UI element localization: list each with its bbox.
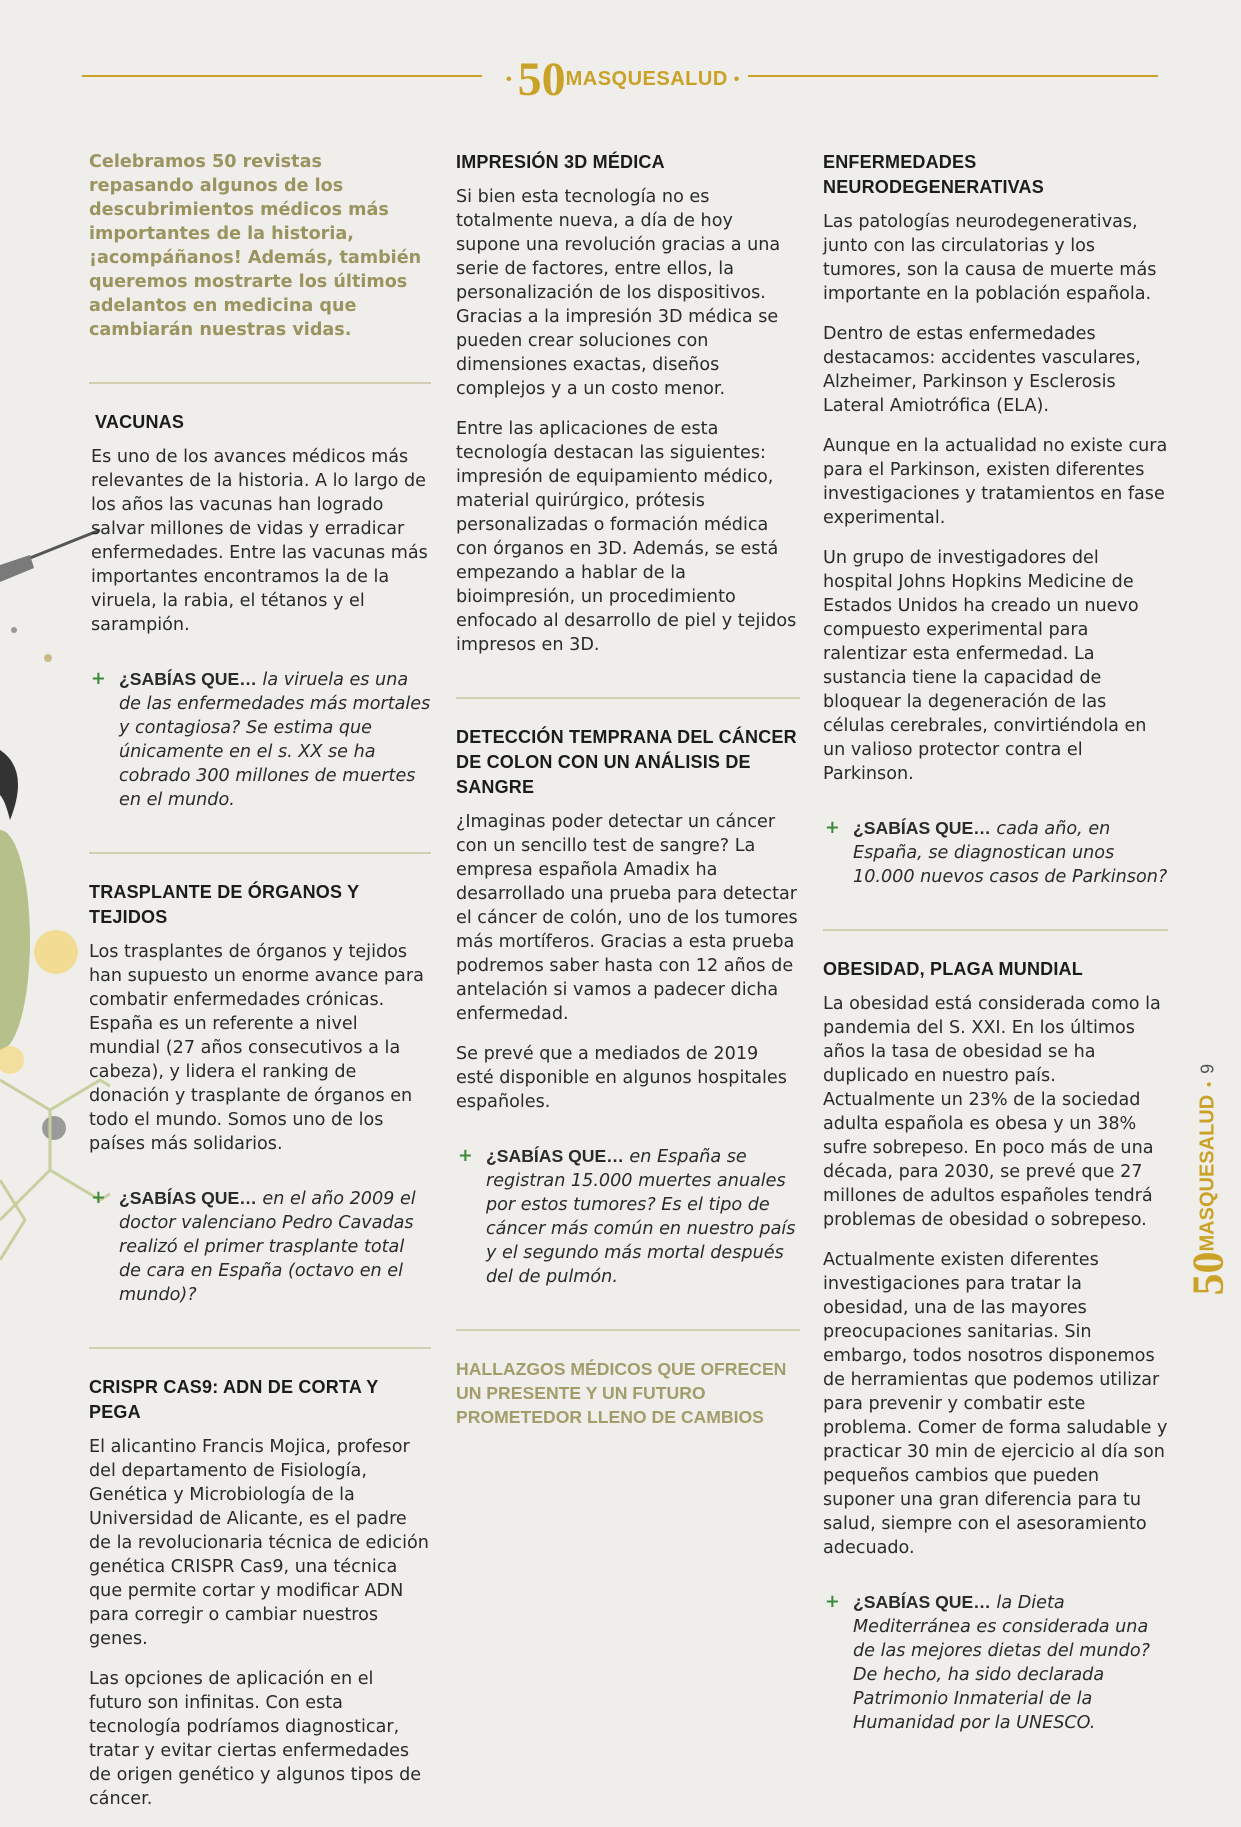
- trasplante-text: Los trasplantes de órganos y tejidos han supuesto un enorme avance para combatir enfermedades crónicas. España es un referente a nivel mundial (27 años consecutivos a la cabeza), y lidera el ranking de donación y trasplante de órganos en todo el mundo. Somos uno de los países más solidarios.: [89, 942, 424, 1154]
- sidebar-brand-text: [1183, 1056, 1234, 1296]
- divider: [456, 697, 800, 699]
- tip-lead: ¿SABÍAS QUE…: [853, 1592, 991, 1612]
- deteccion-text-1: ¿Imaginas poder detectar un cáncer con un sencillo test de sangre? La empresa española Amadix ha desarrollado una prueba para detectar el cáncer de colón, uno de los tumores más mortíferos. Gracias a esta prueba podremos saber hasta con 12 años de antelación si vamos a padecer dicha enfermedad.: [456, 812, 798, 1024]
- column-3: [823, 150, 1168, 1735]
- vacunas-tip: [89, 667, 431, 812]
- neuro-text-1: Las patologías neurodegenerativas, junto con las circulatorias y los tumores, son la causa de muerte más importante en la población española.: [823, 212, 1157, 304]
- divider: [456, 1329, 800, 1331]
- tip-text: cada año, en España, se diagnostican unos 10.000 nuevos casos de Parkinson?: [853, 819, 1168, 887]
- neuro-text-4: Un grupo de investigadores del hospital Johns Hopkins Medicine de Estados Unidos ha creado un nuevo compuesto experimental para ralentizar esta enfermedad. La sustancia tiene la capacidad de bloquear la degeneración de las células cerebrales, convirtiéndola en un valioso protector contra el Parkinson.: [823, 548, 1147, 784]
- obesidad-text-1: La obesidad está considerada como la pandemia del S. XXI. En los últimos años la tasa de obesidad se ha duplicado en nuestro país. Actualmente un 23% de la sociedad adulta española es obesa y un 38% sufre sobrepeso. En poco más de una década, para 2030, se prevé que 27 millones de adultos españoles tendrá problemas de obesidad o sobrepeso.: [823, 994, 1161, 1230]
- impresion-text-1: Si bien esta tecnología no es totalmente nueva, a día de hoy supone una revolución gracias a una serie de factores, entre ellos, la personalización de los dispositivos. Gracias a la impresión 3D médica se pueden crear soluciones con dimensiones exactas, diseños complejos y a un costo menor.: [456, 187, 781, 399]
- plus-icon: +: [91, 1188, 106, 1208]
- plus-icon: +: [458, 1146, 473, 1166]
- sidebar-number: 50: [1183, 1251, 1233, 1296]
- trasplante-title: TRASPLANTE DE ÓRGANOS Y TEJIDOS: [89, 882, 359, 927]
- masthead-brand: MASQUESALUD: [565, 68, 728, 90]
- trasplante-tip: [89, 1186, 431, 1307]
- masthead-number: 50: [517, 53, 566, 106]
- tip-text: la viruela es una de las enfermedades más mortales y contagiosa? Se estima que únicamente en el s. XX se ha cobrado 300 millones de muertes en el mundo.: [119, 670, 431, 810]
- masthead-dot-right: •: [733, 70, 740, 88]
- tip-lead: ¿SABÍAS QUE…: [119, 669, 257, 689]
- neuro-text-2: Dentro de estas enfermedades destacamos: accidentes vasculares, Alzheimer, Parkinson y Esclerosis Lateral Amiotrófica (ELA).: [823, 324, 1141, 416]
- neuro-title: ENFERMEDADES NEURODEGENERATIVAS: [823, 152, 1044, 197]
- neuro-text-3: Aunque en la actualidad no existe cura para el Parkinson, existen diferentes investigaciones y tratamientos en fase experimental.: [823, 436, 1168, 528]
- tip-lead: ¿SABÍAS QUE…: [119, 1188, 257, 1208]
- obesidad-tip: [823, 1590, 1168, 1735]
- divider: [89, 1347, 431, 1349]
- tip-lead: ¿SABÍAS QUE…: [486, 1146, 624, 1166]
- page-number: 9: [1197, 1063, 1218, 1074]
- masthead: [500, 52, 740, 107]
- crispr-title: CRISPR CAS9: ADN DE CORTA Y PEGA: [89, 1377, 379, 1422]
- crispr-text-1: El alicantino Francis Mojica, profesor del departamento de Fisiología, Genética y Microbiología de la Universidad de Alicante, es el padre de la revolucionaria técnica de edición genética CRISPR Cas9, una técnica que permite cortar y modificar ADN para corregir o cambiar nuestros genes.: [89, 1437, 429, 1649]
- deteccion-text-2: Se prevé que a mediados de 2019 esté disponible en algunos hospitales españoles.: [456, 1044, 787, 1112]
- impresion-text-2: Entre las aplicaciones de esta tecnología destacan las siguientes: impresión de equipamiento médico, material quirúrgico, prótesis personalizadas o formación médica con órganos en 3D. Además, se está empezando a hablar de la bioimpresión, un procedimiento enfocado al desarrollo de piel y tejidos impresos en 3D.: [456, 419, 797, 655]
- crispr-text-2: Las opciones de aplicación en el futuro son infinitas. Con esta tecnología podríamos diagnosticar, tratar y evitar ciertas enfermedades de origen genético y algunos tipos de cáncer.: [89, 1669, 422, 1809]
- vacunas-title: VACUNAS: [95, 412, 185, 432]
- plus-icon: +: [825, 1592, 840, 1612]
- header-rule-left: [82, 75, 482, 77]
- obesidad-title: OBESIDAD, PLAGA MUNDIAL: [823, 959, 1083, 979]
- header-rule-right: [748, 75, 1158, 77]
- divider: [89, 852, 431, 854]
- divider: [89, 382, 431, 384]
- sidebar-brand-name: MASQUESALUD: [1196, 1094, 1219, 1252]
- obesidad-text-2: Actualmente existen diferentes investigaciones para tratar la obesidad, una de las mayores preocupaciones sanitarias. Sin embargo, todos nosotros disponemos de herramientas que podemos utilizar para prevenir y combatir este problema. Comer de forma saludable y practicar 30 min de ejercicio al día son pequeños cambios que pueden suponer una gran diferencia para tu salud, siempre con el asesoramiento adecuado.: [823, 1250, 1168, 1558]
- deteccion-tip: [456, 1144, 800, 1289]
- column-1: [89, 150, 431, 1827]
- sidebar-dot: •: [1200, 1081, 1216, 1087]
- impresion-title: IMPRESIÓN 3D MÉDICA: [456, 152, 665, 172]
- tip-text: la Dieta Mediterránea es considerada una de las mejores dietas del mundo? De hecho, ha sido declarada Patrimonio Inmaterial de la Humanidad por la UNESCO.: [853, 1593, 1150, 1733]
- column-2: [456, 150, 800, 1445]
- feature-headline: HALLAZGOS MÉDICOS QUE OFRECEN UN PRESENTE Y UN FUTURO PROMETEDOR LLENO DE CAMBIOS: [456, 1359, 787, 1427]
- sidebar-brand: [1178, 1040, 1233, 1300]
- vacunas-text: Es uno de los avances médicos más relevantes de la historia. A lo largo de los años las vacunas han logrado salvar millones de vidas y erradicar enfermedades. Entre las vacunas más importantes encontramos la de la viruela, la rabia, el tétanos y el sarampión.: [91, 447, 428, 635]
- plus-icon: +: [91, 669, 106, 689]
- intro-text: Celebramos 50 revistas repasando algunos de los descubrimientos médicos más importantes de la historia, ¡acompáñanos! Además, también queremos mostrarte los últimos adelantos en medicina que cambiarán nuestras vidas.: [89, 152, 422, 340]
- tip-lead: ¿SABÍAS QUE…: [853, 818, 991, 838]
- divider: [823, 929, 1168, 931]
- deteccion-title: DETECCIÓN TEMPRANA DEL CÁNCER DE COLON CON UN ANÁLISIS DE SANGRE: [456, 727, 797, 797]
- tip-text: en España se registran 15.000 muertes anuales por estos tumores? Es el tipo de cáncer más común en nuestro país y el segundo más mortal después del de pulmón.: [486, 1147, 796, 1287]
- neuro-tip: [823, 816, 1168, 889]
- plus-icon: +: [825, 818, 840, 838]
- tip-text: en el año 2009 el doctor valenciano Pedro Cavadas realizó el primer trasplante total de cara en España (octavo en el mundo)?: [119, 1189, 416, 1305]
- masthead-dot-left: •: [506, 70, 512, 88]
